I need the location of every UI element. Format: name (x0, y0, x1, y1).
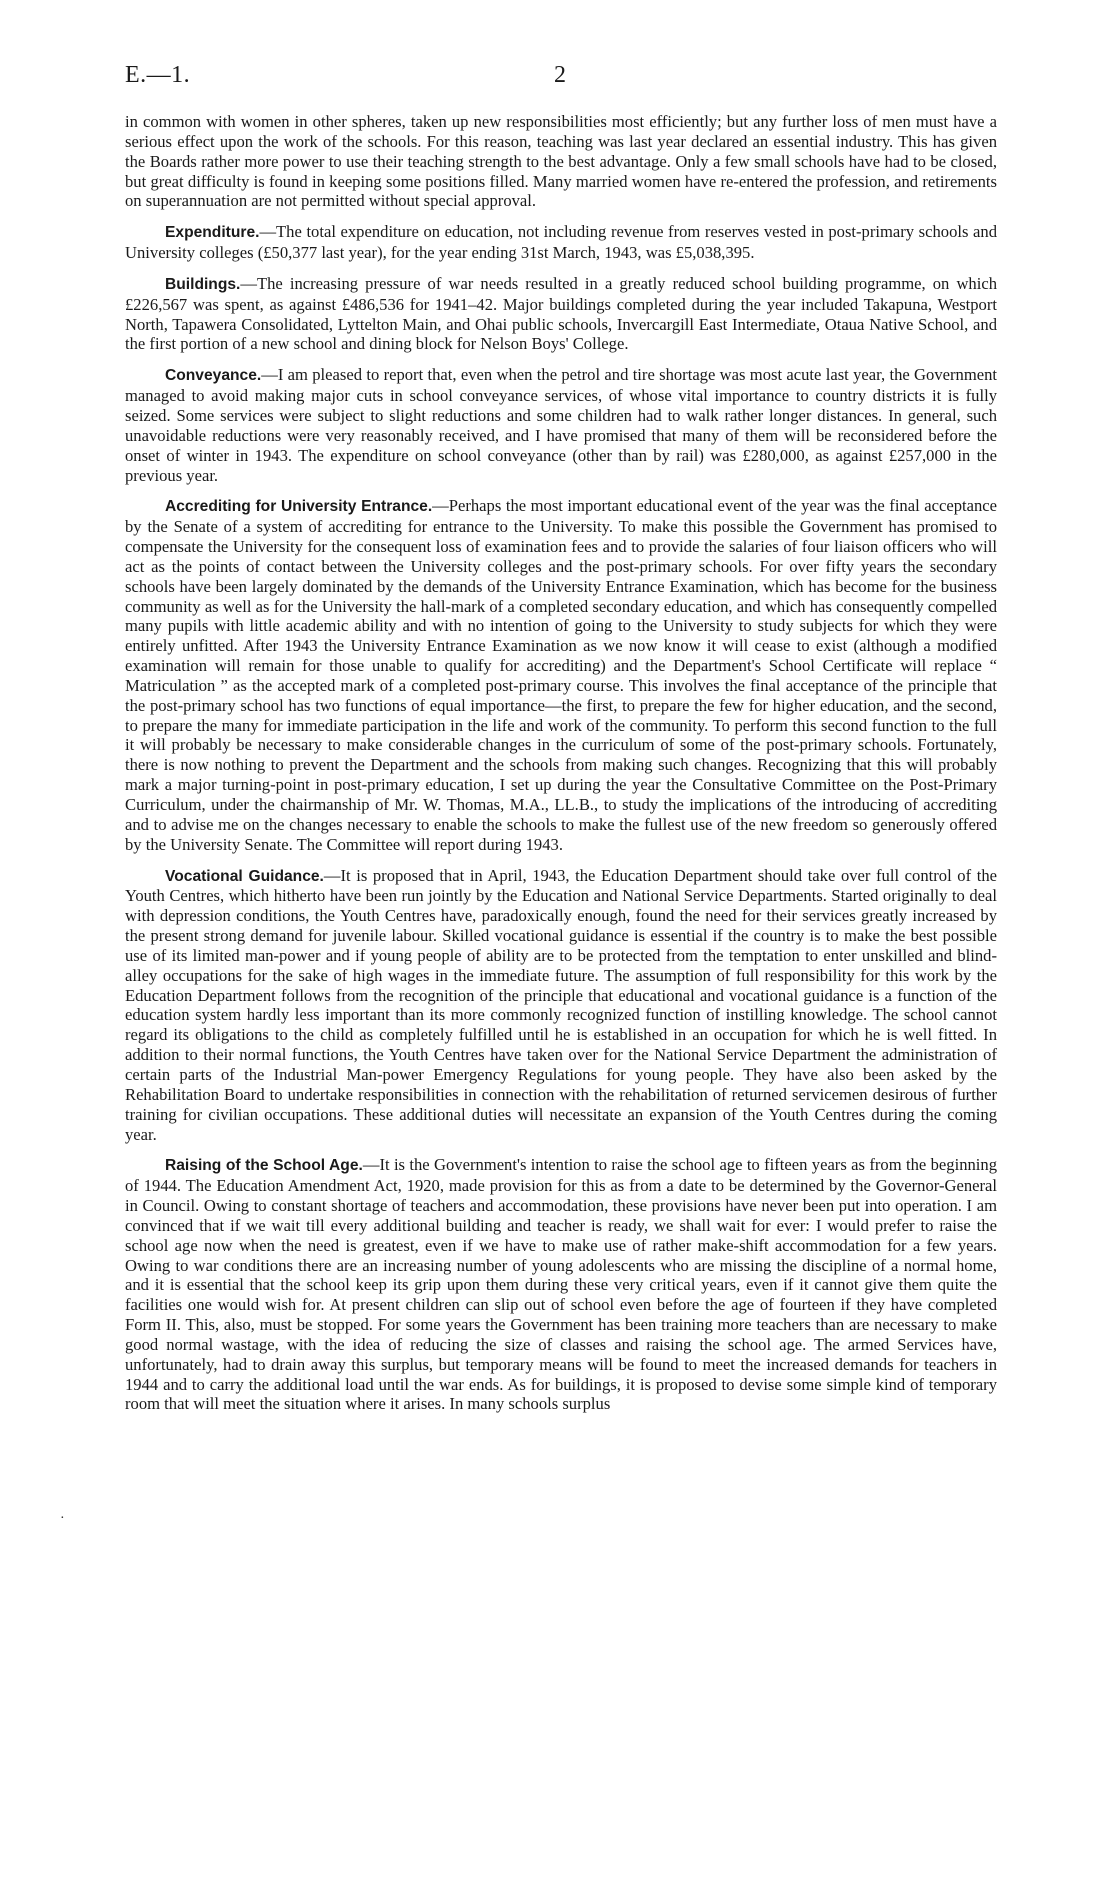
margin-mark: · (60, 1511, 65, 1526)
paragraph-buildings (125, 274, 997, 354)
section-heading: Conveyance. (165, 367, 262, 385)
paragraph-continuation (125, 112, 997, 211)
page-header (125, 62, 995, 94)
section-heading: Vocational Guidance. (165, 867, 324, 885)
paragraph-text: —Perhaps the most important educational event of the year was the final acceptance by the Senate of a system of accrediting for entrance to the University. To make this possible the Government has promised to compensate the University for the consequent loss of examination fees and to provide the salaries of four liaison officers who will act as the points of contact between the University colleges and the post-primary schools. For over fifty years the secondary schools have been largely dominated by the demands of the University Entrance Examination, which has become for the business community as well as for the University the hall-mark of a completed secondary education, and which has consequently compelled many pupils with little academic ability and with no intention of going to the University to study subjects for which they were entirely unfitted. After 1943 the University Entrance Examination as we now know it will cease to exist (although a modified examination will remain for those unable to qualify for accrediting) and the Department's School Certificate will replace “ Matriculation ” as the accepted mark of a completed post-primary course. This involves the final acceptance of the principle that the post-primary school has two functions of equal importance—the first, to prepare the few for higher education, and the second, to prepare the many for immediate participation in the life and work of the community. To perform this second function to the full it will probably be necessary to make considerable changes in the curriculum of some of the post-primary schools. Fortunately, there is now nothing to prevent the Department and the schools from making such changes. Recognizing that this will probably mark a major turning-point in post-primary education, I set up during the year the Consultative Committee on the Post-Primary Curriculum, under the chairmanship of Mr. W. Thomas, M.A., LL.B., to study the implications of the introducing of accrediting and to advise me on the changes necessary to enable the schools to make the fullest use of the new freedom so generously offered by the University Senate. The Committee will report during 1943. (125, 496, 997, 854)
paragraph-text: —I am pleased to report that, even when the petrol and tire shortage was most acute last year, the Government managed to avoid making major cuts in school conveyance services, of whose vital importance to country districts it is fully seized. Some services were subject to slight reductions and some children had to walk rather longer distances. In general, such unavoidable reductions were very reasonably received, and I have promised that many of them will be reconsidered before the onset of winter in 1943. The expenditure on school conveyance (other than by rail) was £280,000, as against £257,000 in the previous year. (125, 365, 997, 485)
paragraph-expenditure (125, 222, 997, 263)
section-heading: Raising of the School Age. (165, 1157, 363, 1175)
paragraph-text: —It is the Government's intention to raise the school age to fifteen years as from the beginning of 1944. The Education Amendment Act, 1920, made provision for this as from a date to be determined by the Governor-General in Council. Owing to constant shortage of teachers and accommodation, these provisions have never been put into operation. I am convinced that if we wait till every additional building and teacher is ready, we shall wait for ever: I would prefer to raise the school age now when the need is greatest, even if we have to make use of rather make-shift accommodation for a few years. Owing to war conditions there are an increasing number of young adolescents who are missing the discipline of a normal home, and it is essential that the school keep its grip upon them during these very critical years, even if it cannot give them quite the facilities one would wish for. At present children can slip out of school even before the age of fourteen if they have completed Form II. This, also, must be stopped. For some years the Government has been training more teachers than are necessary to make good normal wastage, with the idea of reducing the size of classes and raising the school age. The armed Services have, unfortunately, had to drain away this surplus, but temporary means will be found to meet the increased demands for teachers in 1944 and to carry the additional load until the war ends. As for buildings, it is proposed to devise some simple kind of temporary room that will meet the situation where it arises. In many schools surplus (125, 1155, 997, 1414)
paragraph-text: in common with women in other spheres, taken up new responsibilities most efficiently; but any further loss of men must have a serious effect upon the work of the schools. For this reason, teaching was last year declared an essential industry. This has given the Boards rather more power to use their teaching strength to the best advantage. Only a few small schools have had to be closed, but great difficulty is found in keeping some positions filled. Many married women have re-entered the profession, and retirements on superannuation are not permitted without special approval. (125, 112, 997, 211)
paragraph-text: —It is proposed that in April, 1943, the Education Department should take over full control of the Youth Centres, which hitherto have been run jointly by the Education and National Service Departments. Started originally to deal with depression conditions, the Youth Centres have, paradoxically enough, found the need for their services greatly increased by the present strong demand for juvenile labour. Skilled vocational guidance is essential if the country is to make the best possible use of its limited man-power and if young people of ability are to be protected from the temptation to enter unskilled and blind-alley occupations for the sake of high wages in the immediate future. The assumption of full responsibility for this work by the Education Department follows from the recognition of the principle that educational and vocational guidance is a function of the education system hardly less important than its more commonly recognized function of instilling knowledge. The school cannot regard its obligations to the child as completely fulfilled until he is established in an occupation for which he is well fitted. In addition to their normal functions, the Youth Centres have taken over for the National Service Department the administration of certain parts of the Industrial Man-power Emergency Regulations for young people. They have also been asked by the Rehabilitation Board to undertake responsibilities in connection with the rehabilitation of returned servicemen desirous of further training for civilian occupations. These additional duties will necessitate an expansion of the Youth Centres during the coming year. (125, 865, 997, 1144)
body-text (125, 112, 997, 1425)
section-heading: Buildings. (165, 275, 241, 293)
series-code: E.—1. (125, 62, 191, 88)
section-heading: Accrediting for University Entrance. (165, 498, 433, 516)
page-number: 2 (554, 62, 566, 88)
paragraph-conveyance (125, 365, 997, 485)
paragraph-school-age (125, 1155, 997, 1414)
paragraph-text: —The total expenditure on education, not including revenue from reserves vested in post-primary schools and University colleges (£50,377 last year), for the year ending 31st March, 1943, was £5,038,395. (125, 222, 997, 263)
paragraph-text: —The increasing pressure of war needs resulted in a greatly reduced school building programme, on which £226,567 was spent, as against £486,536 for 1941–42. Major buildings completed during the year included Takapuna, Westport North, Tapawera Consolidated, Lyttelton Main, and Ohai public schools, Invercargill East Intermediate, Otaua Native School, and the first portion of a new school and dining block for Nelson Boys' College. (125, 273, 997, 354)
section-heading: Expenditure. (165, 224, 260, 242)
paragraph-vocational-guidance (125, 866, 997, 1145)
paragraph-accrediting (125, 496, 997, 854)
